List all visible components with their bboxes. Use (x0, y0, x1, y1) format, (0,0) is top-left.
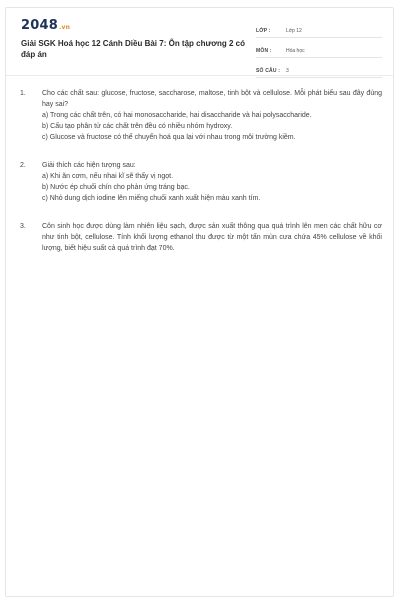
question-part: c) Glucose và fructose có thể chuyển hoá qua lại với nhau trong môi trường kiềm. (42, 134, 296, 141)
question-part: b) Cấu tạo phân tử các chất trên đều có nhiều nhóm hydroxy. (42, 123, 233, 130)
question-part: b) Nước ép chuối chín cho phản ứng tráng bạc. (42, 184, 190, 191)
meta-value: Lớp 12 (286, 28, 302, 34)
question-stem: Côn sinh học được dùng làm nhiên liệu sạch, được sản xuất thông qua quá trình lên men các chất hữu cơ như tinh bột, cellulose. Tính khối lượng ethanol thu được từ một tấn mùn cưa chứa 45% cellulose về khối lượng, biết hiệu suất cả quá trình đạt 70%. (42, 223, 382, 252)
question-number: 3. (20, 223, 26, 230)
question-item (20, 88, 382, 143)
question-stem: Cho các chất sau: glucose, fructose, saccharose, maltose, tinh bột và cellulose. Mỗi phát biểu sau đây đúng hay sai? (42, 90, 382, 108)
meta-key: LỚP : (256, 28, 271, 34)
meta-key: SỐ CÂU : (256, 68, 281, 74)
site-logo[interactable] (21, 18, 70, 33)
question-part: c) Nhỏ dung dịch iodine lên miếng chuối xanh xuất hiện màu xanh tím. (42, 195, 261, 202)
meta-info (256, 22, 382, 82)
header-divider (6, 75, 393, 76)
meta-value: 3 (286, 68, 289, 74)
meta-row-subject (256, 42, 382, 58)
logo-suffix: .vn (58, 24, 71, 31)
page-title: Giải SGK Hoá học 12 Cánh Diều Bài 7: Ôn tập chương 2 có đáp án (21, 39, 245, 59)
question-part: a) Trong các chất trên, có hai monosaccharide, hai disaccharide và hai polysaccharide. (42, 112, 312, 119)
meta-value: Hóa học (286, 48, 305, 54)
question-stem: Giải thích các hiện tượng sau: (42, 162, 136, 169)
question-list (20, 88, 382, 271)
question-number: 1. (20, 90, 26, 97)
logo-text: 2048 (21, 18, 58, 33)
question-number: 2. (20, 162, 26, 169)
question-body (42, 88, 382, 143)
question-part: a) Khi ăn cơm, nếu nhai kĩ sẽ thấy vị ngọt. (42, 173, 174, 180)
question-body (42, 221, 382, 254)
meta-row-grade (256, 22, 382, 38)
meta-key: MÔN : (256, 48, 272, 54)
document-page (5, 7, 394, 597)
document-header (6, 8, 393, 72)
question-body (42, 160, 382, 204)
question-item (20, 221, 382, 254)
question-item (20, 160, 382, 204)
